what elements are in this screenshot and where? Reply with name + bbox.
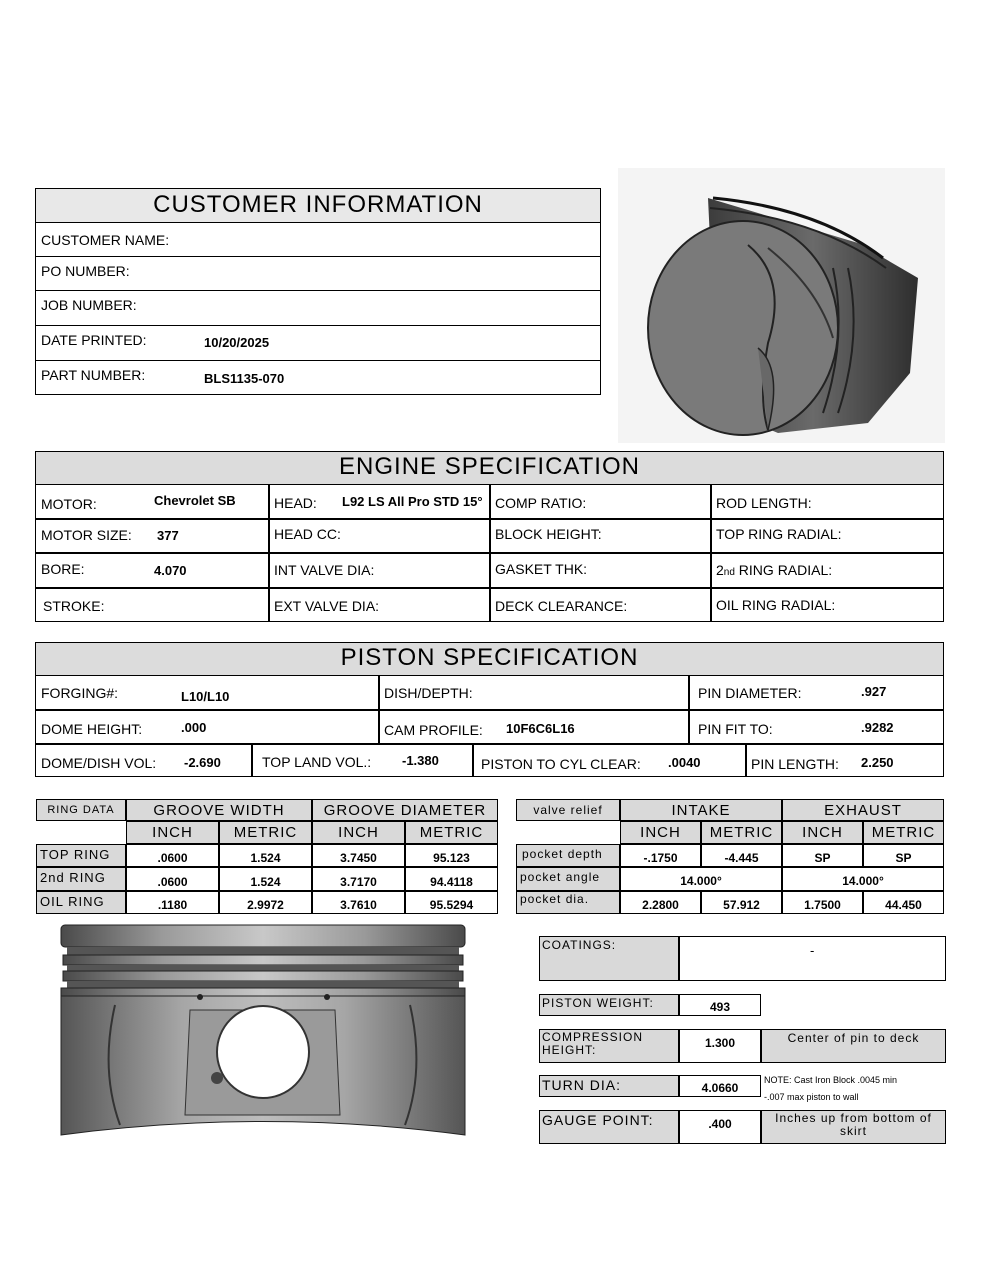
- ring-cell: .0600: [126, 867, 219, 891]
- ring-data-title: RING DATA: [36, 799, 126, 821]
- forging-value: L10/L10: [181, 689, 230, 704]
- valve-relief-title: valve relief: [516, 799, 620, 821]
- gauge-point-note: Inches up from bottom of skirt: [761, 1110, 946, 1144]
- comp-ratio-label: COMP RATIO:: [495, 495, 587, 511]
- part-number-value: BLS1135-070: [204, 371, 285, 386]
- valve-cell: 1.7500: [782, 891, 863, 914]
- head-value: L92 LS All Pro STD 15°: [342, 494, 483, 509]
- turn-dia-note-2: -.007 max piston to wall: [764, 1092, 859, 1102]
- ring-cell: 95.123: [405, 844, 498, 867]
- turn-dia-note-1: NOTE: Cast Iron Block .0045 min: [764, 1075, 898, 1085]
- dome-dish-vol-value: -2.690: [184, 755, 221, 770]
- ring-row-label: 2nd RING: [36, 867, 126, 891]
- ring-cell: 94.4118: [405, 867, 498, 891]
- pin-fit-value: .9282: [861, 720, 894, 735]
- turn-dia-label: TURN DIA:: [539, 1075, 679, 1097]
- ring-row-label: OIL RING: [36, 891, 126, 914]
- intake-header: INTAKE: [620, 799, 782, 821]
- coatings-value: -: [679, 936, 946, 981]
- cam-profile-value: 10F6C6L16: [506, 721, 575, 736]
- piston-cyl-clear-label: PISTON TO CYL CLEAR:: [481, 756, 641, 772]
- stroke-label: STROKE:: [43, 598, 105, 614]
- dome-dish-vol-label: DOME/DISH VOL:: [41, 755, 157, 771]
- job-number-label: JOB NUMBER:: [41, 297, 137, 313]
- ring-cell: .0600: [126, 844, 219, 867]
- valve-cell: -4.445: [701, 844, 782, 867]
- part-number-row: [36, 361, 600, 394]
- motor-size-label: MOTOR SIZE:: [41, 527, 132, 543]
- customer-name-row: [36, 223, 600, 257]
- coatings-label: COATINGS:: [539, 936, 679, 981]
- head-cc-label: HEAD CC:: [274, 526, 341, 542]
- valve-cell: 57.912: [701, 891, 782, 914]
- top-land-vol-value: -1.380: [402, 753, 439, 768]
- ring-row-label: TOP RING: [36, 844, 126, 867]
- pocket-angle-label: pocket angle: [516, 867, 620, 891]
- gd-metric-header: METRIC: [405, 821, 498, 844]
- valve-cell: SP: [863, 844, 944, 867]
- part-number-label: PART NUMBER:: [41, 367, 146, 383]
- top-land-vol-label: TOP LAND VOL.:: [262, 754, 372, 770]
- po-number-row: [36, 257, 600, 291]
- motor-value: Chevrolet SB: [154, 493, 236, 508]
- gauge-point-label: GAUGE POINT:: [539, 1110, 679, 1144]
- second-ring-radial-label: 2nd RING RADIAL:: [716, 562, 833, 578]
- turn-dia-value: 4.0660: [679, 1075, 761, 1097]
- ext-valve-dia-label: EXT VALVE DIA:: [274, 598, 380, 614]
- ring-cell: 3.7610: [312, 891, 405, 914]
- motor-label: MOTOR:: [41, 496, 97, 512]
- pin-diameter-value: .927: [861, 684, 887, 699]
- piston-spec-title: PISTON SPECIFICATION: [36, 643, 943, 676]
- dome-height-value: .000: [181, 720, 207, 735]
- piston-cyl-clear-value: .0040: [668, 755, 701, 770]
- po-number-label: PO NUMBER:: [41, 263, 130, 279]
- ring-cell: 1.524: [219, 844, 312, 867]
- valve-cell: 44.450: [863, 891, 944, 914]
- exhaust-inch-header: INCH: [782, 821, 863, 844]
- compression-height-note: Center of pin to deck: [761, 1029, 946, 1063]
- gasket-thk-label: GASKET THK:: [495, 561, 588, 577]
- gd-inch-header: INCH: [312, 821, 405, 844]
- gw-inch-header: INCH: [126, 821, 219, 844]
- piston-3d-image: [618, 168, 945, 443]
- deck-clearance-label: DECK CLEARANCE:: [495, 598, 628, 614]
- head-label: HEAD:: [274, 495, 317, 511]
- valve-cell: 2.2800: [620, 891, 701, 914]
- compression-height-label: COMPRESSION HEIGHT:: [539, 1029, 679, 1063]
- date-printed-row: [36, 326, 600, 361]
- pin-length-label: PIN LENGTH:: [751, 756, 839, 772]
- ring-cell: .1180: [126, 891, 219, 914]
- exhaust-header: EXHAUST: [782, 799, 944, 821]
- pocket-dia-label: pocket dia.: [516, 891, 620, 914]
- date-printed-value: 10/20/2025: [204, 335, 270, 350]
- forging-label: FORGING#:: [41, 685, 119, 701]
- groove-width-header: GROOVE WIDTH: [126, 799, 312, 821]
- piston-weight-value: 493: [679, 994, 761, 1016]
- gauge-point-value: .400: [679, 1110, 761, 1144]
- valve-cell: -.1750: [620, 844, 701, 867]
- pocket-depth-label: pocket depth: [516, 844, 620, 867]
- piston-weight-label: PISTON WEIGHT:: [539, 994, 679, 1016]
- piston-spec-section: [35, 642, 944, 777]
- valve-cell: 14.000°: [782, 867, 944, 891]
- dome-height-label: DOME HEIGHT:: [41, 721, 143, 737]
- gw-metric-header: METRIC: [219, 821, 312, 844]
- oil-ring-radial-label: OIL RING RADIAL:: [716, 597, 836, 613]
- cam-profile-label: CAM PROFILE:: [384, 722, 483, 738]
- valve-cell: SP: [782, 844, 863, 867]
- dish-depth-label: DISH/DEPTH:: [384, 685, 473, 701]
- intake-metric-header: METRIC: [701, 821, 782, 844]
- motor-size-value: 377: [157, 528, 179, 543]
- block-height-label: BLOCK HEIGHT:: [495, 526, 602, 542]
- bore-label: BORE:: [41, 561, 85, 577]
- top-ring-radial-label: TOP RING RADIAL:: [716, 526, 842, 542]
- engine-spec-section: [35, 451, 944, 622]
- bore-value: 4.070: [154, 563, 187, 578]
- ring-cell: 3.7450: [312, 844, 405, 867]
- groove-diameter-header: GROOVE DIAMETER: [312, 799, 498, 821]
- customer-name-label: CUSTOMER NAME:: [41, 232, 170, 248]
- ring-cell: 1.524: [219, 867, 312, 891]
- customer-info-section: [35, 188, 601, 395]
- piston-side-image: [55, 920, 470, 1160]
- engine-spec-title: ENGINE SPECIFICATION: [36, 452, 943, 485]
- compression-height-value: 1.300: [679, 1029, 761, 1063]
- job-number-row: [36, 291, 600, 326]
- date-printed-label: DATE PRINTED:: [41, 332, 147, 348]
- exhaust-metric-header: METRIC: [863, 821, 944, 844]
- pin-diameter-label: PIN DIAMETER:: [698, 685, 802, 701]
- intake-inch-header: INCH: [620, 821, 701, 844]
- valve-cell: 14.000°: [620, 867, 782, 891]
- pin-fit-label: PIN FIT TO:: [698, 721, 773, 737]
- ring-cell: 3.7170: [312, 867, 405, 891]
- rod-length-label: ROD LENGTH:: [716, 495, 812, 511]
- int-valve-dia-label: INT VALVE DIA:: [274, 562, 375, 578]
- customer-info-title: CUSTOMER INFORMATION: [36, 189, 600, 223]
- ring-cell: 2.9972: [219, 891, 312, 914]
- ring-cell: 95.5294: [405, 891, 498, 914]
- pin-length-value: 2.250: [861, 755, 894, 770]
